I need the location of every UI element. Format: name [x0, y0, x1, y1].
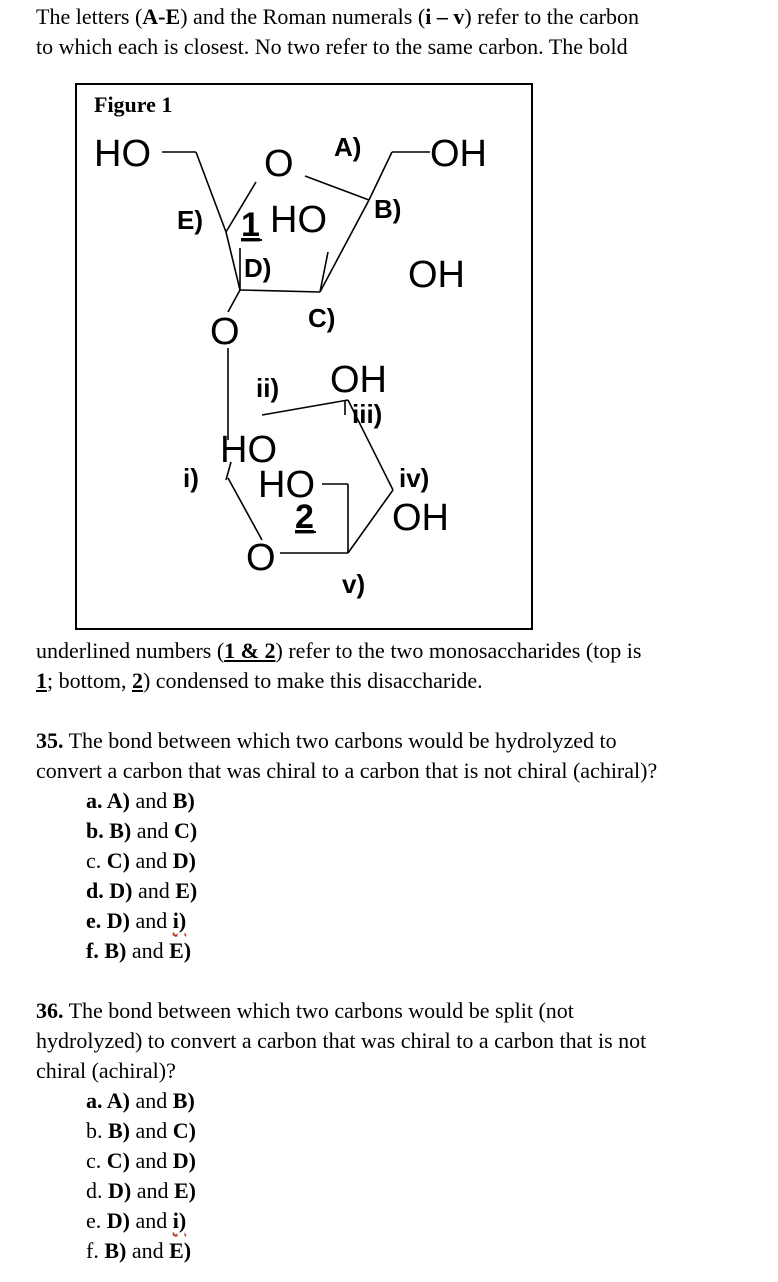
atom-ho-mid: HO	[270, 199, 327, 241]
after-line-2: 1; bottom, 2) condensed to make this disaccharide.	[36, 668, 483, 693]
q35-option-a[interactable]: a. A) and B)	[86, 788, 195, 813]
intro-line-2: to which each is closest. No two refer to the same carbon. The bold	[36, 34, 628, 59]
figure-label: Figure 1	[94, 92, 173, 117]
label-a: A)	[334, 132, 362, 162]
q35-option-b[interactable]: b. B) and C)	[86, 818, 198, 843]
intro-line-1: The letters (A-E) and the Roman numerals (i – v) refer to the carbon	[36, 4, 639, 29]
after-line-1: underlined numbers (1 & 2) refer to the two monosaccharides (top is	[36, 638, 642, 663]
atom-oh-iv: OH	[392, 497, 449, 539]
q36-option-b[interactable]: b. B) and C)	[86, 1118, 196, 1143]
q36-option-f[interactable]: f. B) and E)	[86, 1238, 192, 1263]
q36-option-c[interactable]: c. C) and D)	[86, 1148, 196, 1173]
label-ii: ii)	[256, 373, 280, 403]
atom-ho-top-left: HO	[94, 133, 151, 175]
atom-oh-right: OH	[408, 254, 465, 296]
q36-option-e[interactable]: e. D) and i)	[86, 1208, 187, 1233]
q35-line-2: convert a carbon that was chiral to a carbon that is not chiral (achiral)?	[36, 758, 658, 783]
label-iv: iv)	[399, 463, 430, 493]
atom-oh-top-right: OH	[430, 133, 487, 175]
q35-option-e[interactable]: e. D) and i)	[86, 908, 187, 933]
q36-option-a[interactable]: a. A) and B)	[86, 1088, 195, 1113]
q35-option-c[interactable]: c. C) and D)	[86, 848, 196, 873]
q36-line-2: hydrolyzed) to convert a carbon that was chiral to a carbon that is not	[36, 1028, 647, 1053]
label-c: C)	[308, 303, 336, 333]
atom-ring-oxygen-bottom: O	[246, 537, 276, 579]
atom-glycosidic-oxygen: O	[210, 311, 240, 353]
atom-ho-2: HO	[258, 464, 315, 506]
label-i: i)	[183, 463, 199, 493]
label-b: B)	[374, 194, 402, 224]
label-d: D)	[244, 253, 272, 283]
atom-ring-oxygen-top: O	[264, 143, 294, 185]
q35-option-f[interactable]: f. B) and E)	[86, 938, 192, 963]
label-monosaccharide-2: 2	[295, 498, 314, 536]
q35-line-1: 35. The bond between which two carbons would be hydrolyzed to	[36, 728, 617, 753]
label-monosaccharide-1: 1	[241, 206, 260, 244]
label-e: E)	[177, 205, 203, 235]
disaccharide-structure	[0, 0, 778, 640]
atom-ho-lower: HO	[220, 429, 277, 471]
q35-option-d[interactable]: d. D) and E)	[86, 878, 198, 903]
atom-oh-iii: OH	[330, 359, 387, 401]
q36-option-d[interactable]: d. D) and E)	[86, 1178, 196, 1203]
q36-line-1: 36. The bond between which two carbons would be split (not	[36, 998, 574, 1023]
q36-line-3: chiral (achiral)?	[36, 1058, 176, 1083]
label-v: v)	[342, 569, 366, 599]
label-iii: iii)	[352, 399, 383, 429]
